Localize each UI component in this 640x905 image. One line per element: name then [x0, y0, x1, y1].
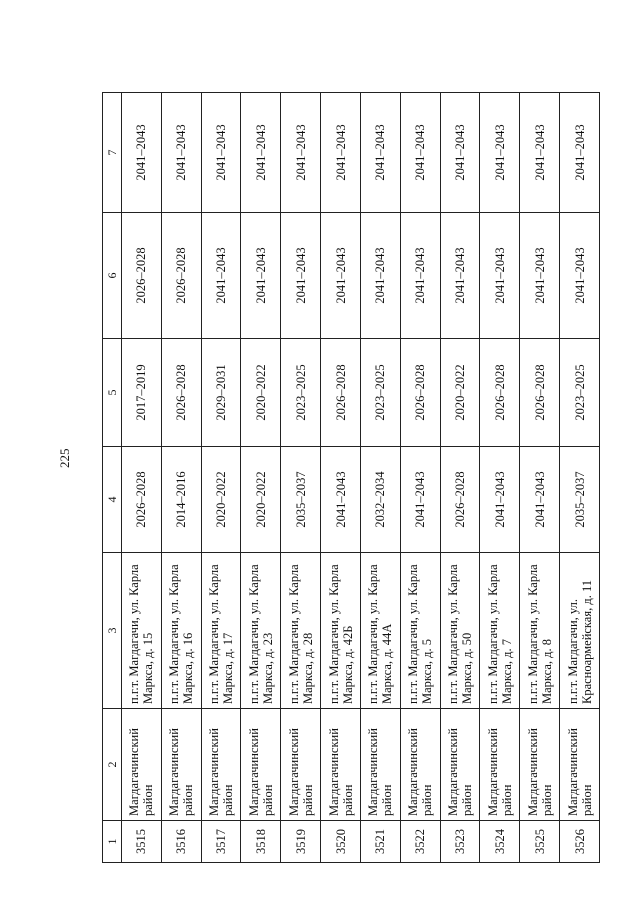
page-number: 225 [57, 448, 72, 468]
cell-period-7: 2041–2043 [281, 93, 321, 213]
cell-period-7: 2041–2043 [520, 93, 560, 213]
cell-period-4: 2020–2022 [201, 447, 241, 553]
cell-period-5: 2017–2019 [122, 339, 162, 447]
cell-period-5: 2026–2028 [480, 339, 520, 447]
cell-period-7: 2041–2043 [400, 93, 440, 213]
cell-period-4: 2014–2016 [161, 447, 201, 553]
cell-id: 3516 [161, 821, 201, 863]
cell-district: Магдагачинский район [241, 709, 281, 821]
table-header-row [103, 93, 122, 863]
cell-period-6: 2041–2043 [241, 213, 281, 339]
cell-period-6: 2026–2028 [122, 213, 162, 339]
cell-id: 3521 [360, 821, 400, 863]
column-header: 1 [103, 821, 122, 863]
cell-district: Магдагачинский район [161, 709, 201, 821]
cell-address: п.г.т. Магдагачи, ул. Карла Маркса, д. 8 [520, 553, 560, 709]
column-header: 3 [103, 553, 122, 709]
cell-period-5: 2020–2022 [241, 339, 281, 447]
cell-address: п.г.т. Магдагачи, ул. Карла Маркса, д. 17 [201, 553, 241, 709]
table-row [161, 93, 201, 863]
table-row [520, 93, 560, 863]
cell-district: Магдагачинский район [201, 709, 241, 821]
cell-period-7: 2041–2043 [201, 93, 241, 213]
table-row [281, 93, 321, 863]
cell-period-4: 2020–2022 [241, 447, 281, 553]
column-header: 6 [103, 213, 122, 339]
cell-district: Магдагачинский район [560, 709, 600, 821]
cell-period-7: 2041–2043 [321, 93, 361, 213]
cell-period-6: 2041–2043 [201, 213, 241, 339]
cell-period-4: 2035–2037 [281, 447, 321, 553]
cell-id: 3518 [241, 821, 281, 863]
cell-address: п.г.т. Магдагачи, ул. Карла Маркса, д. 5 [400, 553, 440, 709]
table-row [241, 93, 281, 863]
table-row [321, 93, 361, 863]
cell-period-4: 2026–2028 [122, 447, 162, 553]
cell-period-4: 2026–2028 [440, 447, 480, 553]
cell-period-5: 2020–2022 [440, 339, 480, 447]
cell-address: п.г.т. Магдагачи, ул. Карла Маркса, д. 15 [122, 553, 162, 709]
cell-period-5: 2026–2028 [321, 339, 361, 447]
cell-district: Магдагачинский район [480, 709, 520, 821]
cell-district: Магдагачинский район [281, 709, 321, 821]
cell-period-4: 2041–2043 [480, 447, 520, 553]
cell-district: Магдагачинский район [122, 709, 162, 821]
cell-period-6: 2041–2043 [480, 213, 520, 339]
schedule-table-container [102, 93, 600, 863]
cell-address: п.г.т. Магдагачи, ул. Карла Маркса, д. 44А [360, 553, 400, 709]
cell-period-5: 2029–2031 [201, 339, 241, 447]
cell-id: 3519 [281, 821, 321, 863]
table-row [122, 93, 162, 863]
cell-period-5: 2026–2028 [161, 339, 201, 447]
cell-period-5: 2026–2028 [400, 339, 440, 447]
cell-period-5: 2023–2025 [281, 339, 321, 447]
cell-address: п.г.т. Магдагачи, ул. Красноармейская, д. 11 [560, 553, 600, 709]
cell-period-6: 2041–2043 [360, 213, 400, 339]
column-header: 4 [103, 447, 122, 553]
cell-period-6: 2041–2043 [520, 213, 560, 339]
cell-period-6: 2041–2043 [440, 213, 480, 339]
cell-period-7: 2041–2043 [480, 93, 520, 213]
cell-id: 3526 [560, 821, 600, 863]
cell-address: п.г.т. Магдагачи, ул. Карла Маркса, д. 28 [281, 553, 321, 709]
cell-period-5: 2023–2025 [560, 339, 600, 447]
cell-id: 3524 [480, 821, 520, 863]
cell-id: 3522 [400, 821, 440, 863]
table-row [400, 93, 440, 863]
cell-period-7: 2041–2043 [440, 93, 480, 213]
cell-district: Магдагачинский район [440, 709, 480, 821]
cell-district: Магдагачинский район [360, 709, 400, 821]
cell-period-4: 2041–2043 [520, 447, 560, 553]
cell-period-6: 2041–2043 [281, 213, 321, 339]
column-header: 2 [103, 709, 122, 821]
column-header: 7 [103, 93, 122, 213]
cell-district: Магдагачинский район [321, 709, 361, 821]
cell-period-7: 2041–2043 [161, 93, 201, 213]
cell-period-6: 2041–2043 [560, 213, 600, 339]
cell-id: 3525 [520, 821, 560, 863]
cell-district: Магдагачинский район [400, 709, 440, 821]
cell-id: 3517 [201, 821, 241, 863]
cell-period-4: 2032–2034 [360, 447, 400, 553]
cell-period-4: 2041–2043 [321, 447, 361, 553]
table-row [480, 93, 520, 863]
cell-period-7: 2041–2043 [360, 93, 400, 213]
cell-period-5: 2026–2028 [520, 339, 560, 447]
table-row [560, 93, 600, 863]
cell-address: п.г.т. Магдагачи, ул. Карла Маркса, д. 50 [440, 553, 480, 709]
cell-period-4: 2035–2037 [560, 447, 600, 553]
cell-period-6: 2041–2043 [321, 213, 361, 339]
cell-address: п.г.т. Магдагачи, ул. Карла Маркса, д. 7 [480, 553, 520, 709]
cell-district: Магдагачинский район [520, 709, 560, 821]
cell-id: 3523 [440, 821, 480, 863]
cell-period-7: 2041–2043 [560, 93, 600, 213]
table-row [440, 93, 480, 863]
column-header: 5 [103, 339, 122, 447]
table-row [360, 93, 400, 863]
cell-period-7: 2041–2043 [241, 93, 281, 213]
cell-period-6: 2026–2028 [161, 213, 201, 339]
cell-address: п.г.т. Магдагачи, ул. Карла Маркса, д. 16 [161, 553, 201, 709]
cell-period-4: 2041–2043 [400, 447, 440, 553]
table-body [122, 93, 600, 863]
cell-period-7: 2041–2043 [122, 93, 162, 213]
cell-address: п.г.т. Магдагачи, ул. Карла Маркса, д. 42Б [321, 553, 361, 709]
cell-period-6: 2041–2043 [400, 213, 440, 339]
cell-address: п.г.т. Магдагачи, ул. Карла Маркса, д. 23 [241, 553, 281, 709]
table-row [201, 93, 241, 863]
cell-id: 3515 [122, 821, 162, 863]
cell-id: 3520 [321, 821, 361, 863]
schedule-table [102, 92, 600, 863]
cell-period-5: 2023–2025 [360, 339, 400, 447]
